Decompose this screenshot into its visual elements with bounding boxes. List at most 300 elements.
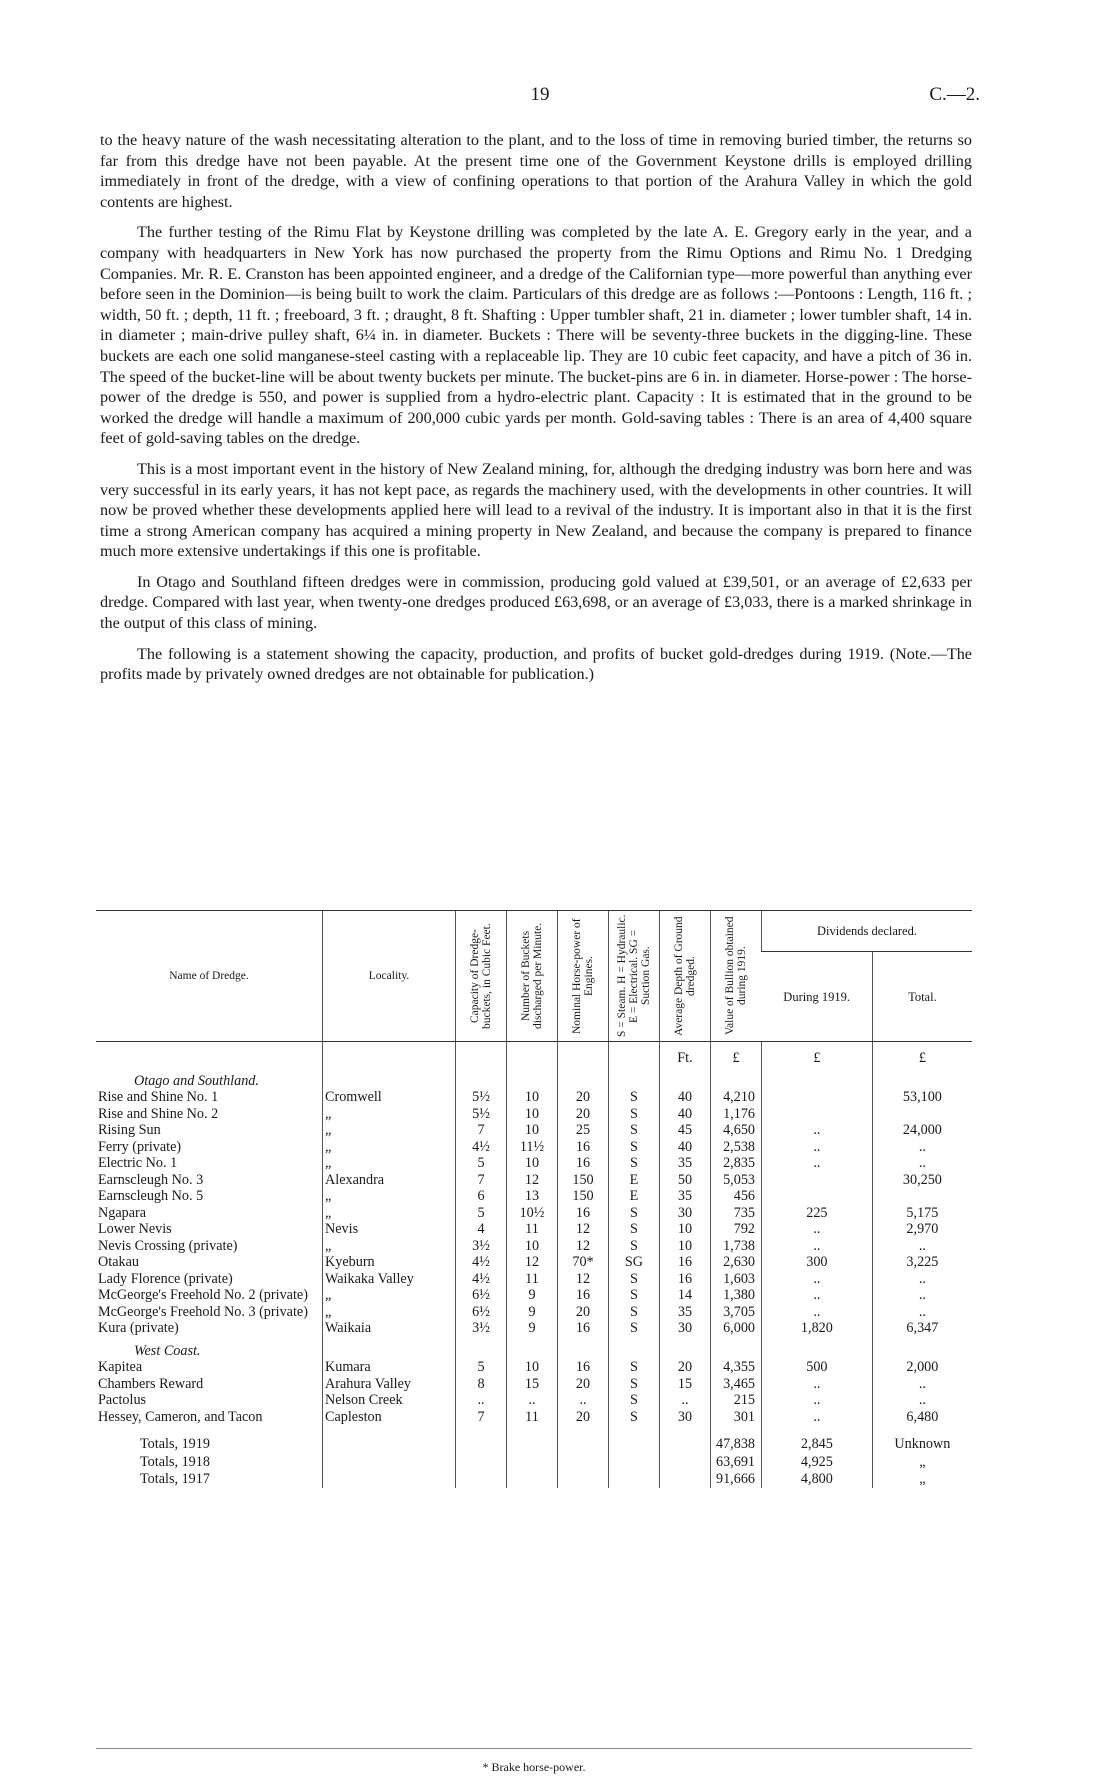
col-header-during: During 1919. [762,952,873,1042]
cell-during: .. [762,1139,873,1156]
empty-cell [762,1337,873,1360]
totals-row [96,1435,972,1453]
cell-capacity: 6½ [456,1287,507,1304]
unit-cell [507,1042,558,1067]
cell-buckets: 10 [507,1122,558,1139]
cell-name: Rise and Shine No. 2 [98,1105,219,1122]
cell-bullion: 301 [711,1409,762,1426]
cell-depth: 50 [660,1172,711,1189]
cell-name: Pactolus [98,1392,147,1408]
cell-buckets: 11 [507,1271,558,1288]
table-footnote: * Brake horse-power. [482,1760,586,1774]
cell-hp [558,1453,609,1471]
cell-locality: „ [323,1155,456,1172]
cell-power: S [609,1122,660,1139]
cell-name: Ferry (private) [98,1138,182,1155]
cell-capacity: 5 [456,1155,507,1172]
cell-during: .. [762,1271,873,1288]
table-row [96,1238,972,1255]
cell-depth: 35 [660,1304,711,1321]
cell-bullion: 5,053 [711,1172,762,1189]
empty-cell [323,1337,456,1360]
cell-power: S [609,1155,660,1172]
empty-cell [711,1425,762,1435]
cell-bullion: 47,838 [711,1435,762,1453]
cell-total: 5,175 [872,1205,972,1222]
paragraph: In Otago and Southland fifteen dredges were in commission, producing gold valued at £39,501, or an average of £2,633 per dredge. Compared with last year, when twenty-one dredges produced £63,698, or an average of £3,033, there is a marked shrinkage in the output of this class of mining. [100,572,972,633]
cell-name: Earnscleugh No. 3 [98,1171,204,1188]
cell-bullion: 2,835 [711,1155,762,1172]
cell-bullion: 4,650 [711,1122,762,1139]
unit-cell [323,1042,456,1067]
cell-buckets: 15 [507,1376,558,1393]
cell-buckets: 12 [507,1172,558,1189]
cell-total: 6,480 [872,1409,972,1426]
cell-during: 225 [762,1205,873,1222]
table-row [96,1106,972,1123]
cell-total: .. [872,1271,972,1288]
cell-power [609,1453,660,1471]
cell-name: Rise and Shine No. 1 [98,1089,219,1105]
cell-name: Hessey, Cameron, and Tacon [98,1408,263,1425]
unit-cell [456,1042,507,1067]
cell-locality [323,1435,456,1453]
cell-buckets [507,1435,558,1453]
cell-depth: 35 [660,1188,711,1205]
unit-cell: £ [762,1042,873,1067]
cell-hp: 16 [558,1359,609,1376]
cell-capacity: 4½ [456,1139,507,1156]
cell-power: S [609,1320,660,1337]
cell-during: .. [762,1392,873,1409]
cell-hp: 150 [558,1172,609,1189]
cell-hp: 150 [558,1188,609,1205]
cell-hp [558,1435,609,1453]
empty-cell [609,1337,660,1360]
cell-during: .. [762,1238,873,1255]
cell-buckets: 11½ [507,1139,558,1156]
cell-buckets: 9 [507,1304,558,1321]
cell-power: S [609,1221,660,1238]
cell-buckets [507,1470,558,1488]
paragraph: The further testing of the Rimu Flat by Keystone drilling was completed by the late A. E. Gregory early in the year, and a company with headquarters in New York has now purchased the property from the Rimu Options and Rimu No. 1 Dredging Companies. Mr. R. E. Cranston has been appointed engineer, and a dredge of the Californian type—more powerful than anything ever before seen in the Dominion—is being built to work the claim. Particulars of this dredge are as follows :—Pontoons : Length, 116 ft. ; width, 50 ft. ; depth, 11 ft. ; freeboard, 3 ft. ; draught, 8 ft. Shafting : Upper tumbler shaft, 21 in. diameter ; lower tumbler shaft, 14 in. in diameter ; main-drive pulley shaft, 6¼ in. in diameter. Buckets : There will be seventy-three buckets in the digging-line. These buckets are each one solid manganese-steel casting with a replaceable lip. They are 10 cubic feet capacity, and have a pitch of 36 in. The speed of the bucket-line will be about twenty buckets per minute. The bucket-pins are 6 in. in diameter. Horse-power : The horse-power of the dredge is 550, and power is supplied from a hydro-electric plant. Capacity : It is estimated that in the ground to be worked the dredge will handle a maximum of 200,000 cubic yards per month. Gold-saving tables : There is an area of 4,400 square feet of gold-saving tables on the dredge. [100,223,972,448]
unit-cell: Ft. [660,1042,711,1067]
cell-name: Kura (private) [98,1320,179,1336]
cell-buckets: 9 [507,1320,558,1337]
cell-capacity: 4½ [456,1254,507,1271]
table-row [96,1304,972,1321]
col-header-buckets: Number of Buckets discharged per Minute. [507,911,558,1042]
cell-depth: 40 [660,1139,711,1156]
cell-power: S [609,1139,660,1156]
document-reference: C.—2. [929,84,980,105]
cell-depth: 45 [660,1122,711,1139]
cell-during [762,1106,873,1123]
cell-capacity: 3½ [456,1320,507,1337]
cell-locality: Waikaia [323,1320,456,1337]
cell-capacity: 5½ [456,1089,507,1106]
table-row [96,1089,972,1106]
cell-depth: 10 [660,1221,711,1238]
cell-bullion: 1,603 [711,1271,762,1288]
empty-cell [507,1337,558,1360]
section-title: Otago and Southland. [134,1072,259,1089]
empty-cell [456,1337,507,1360]
empty-cell [872,1067,972,1090]
cell-locality [323,1453,456,1471]
cell-total: Unknown [872,1435,972,1453]
cell-during: 300 [762,1254,873,1271]
cell-depth: 30 [660,1320,711,1337]
cell-total: .. [872,1376,972,1393]
cell-power [609,1435,660,1453]
unit-cell: £ [872,1042,972,1067]
cell-name: McGeorge's Freehold No. 2 (private) [98,1287,308,1303]
cell-bullion: 4,210 [711,1089,762,1106]
cell-power: E [609,1188,660,1205]
cell-power: S [609,1304,660,1321]
col-header-bullion: Value of Bullion obtained during 1919. [711,911,762,1042]
totals-row [96,1453,972,1471]
unit-cell [96,1042,323,1067]
cell-total: 3,225 [872,1254,972,1271]
cell-bullion: 1,176 [711,1106,762,1123]
cell-power: S [609,1271,660,1288]
cell-depth: 30 [660,1409,711,1426]
cell-hp: 20 [558,1304,609,1321]
cell-capacity: 5½ [456,1106,507,1123]
cell-locality: Kyeburn [323,1254,456,1271]
cell-capacity: 6½ [456,1304,507,1321]
cell-hp: 12 [558,1221,609,1238]
cell-name: Totals, 1918 [140,1453,210,1470]
section-title: West Coast. [134,1342,201,1359]
col-header-name: Name of Dredge. [96,911,323,1042]
cell-name: Earnscleugh No. 5 [98,1188,204,1204]
cell-depth: 14 [660,1287,711,1304]
cell-locality: Nevis [323,1221,456,1238]
empty-cell [609,1067,660,1090]
table-row [96,1254,972,1271]
cell-during [762,1172,873,1189]
empty-cell [660,1067,711,1090]
col-header-locality: Locality. [323,911,456,1042]
cell-locality: „ [323,1188,456,1205]
cell-depth: 30 [660,1205,711,1222]
cell-bullion: 1,738 [711,1238,762,1255]
cell-capacity: 7 [456,1122,507,1139]
cell-bullion: 3,705 [711,1304,762,1321]
cell-buckets: 11 [507,1221,558,1238]
table-row [96,1409,972,1426]
cell-name: Lady Florence (private) [98,1270,233,1287]
cell-hp: 16 [558,1287,609,1304]
cell-hp: 16 [558,1320,609,1337]
cell-buckets [507,1453,558,1471]
cell-name: Totals, 1917 [140,1471,210,1487]
paragraph: The following is a statement showing the capacity, production, and profits of bucket gold-dredges during 1919. (Note.—The profits made by privately owned dredges are not obtainable for publication.) [100,644,972,684]
cell-during [762,1188,873,1205]
table-row [96,1155,972,1172]
cell-during: .. [762,1221,873,1238]
cell-during: .. [762,1304,873,1321]
cell-capacity: 4 [456,1221,507,1238]
empty-cell [558,1067,609,1090]
cell-locality: Nelson Creek [323,1392,456,1409]
cell-total [872,1106,972,1123]
cell-during: .. [762,1287,873,1304]
col-header-total: Total. [872,952,972,1042]
empty-cell [660,1425,711,1435]
cell-buckets: 13 [507,1188,558,1205]
empty-cell [323,1067,456,1090]
col-header-capacity: Capacity of Dredge-buckets, in Cubic Feet. [456,911,507,1042]
table-row [96,1271,972,1288]
cell-total: .. [872,1139,972,1156]
cell-locality: Kumara [323,1359,456,1376]
cell-name: Nevis Crossing (private) [98,1237,238,1254]
table-row [96,1188,972,1205]
cell-depth [660,1470,711,1488]
cell-capacity: 4½ [456,1271,507,1288]
cell-total: 53,100 [872,1089,972,1106]
cell-locality: Alexandra [323,1172,456,1189]
cell-depth: 15 [660,1376,711,1393]
cell-capacity [456,1453,507,1471]
cell-bullion: 215 [711,1392,762,1409]
cell-buckets: 12 [507,1254,558,1271]
cell-name: Ngapara [98,1204,147,1221]
cell-hp: 20 [558,1376,609,1393]
cell-buckets: 10 [507,1155,558,1172]
cell-hp: 70* [558,1254,609,1271]
cell-total: .. [872,1287,972,1304]
cell-locality: „ [323,1139,456,1156]
cell-during: 2,845 [762,1435,873,1453]
cell-hp: 12 [558,1271,609,1288]
cell-name: Chambers Reward [98,1375,204,1392]
empty-cell [660,1337,711,1360]
cell-depth [660,1435,711,1453]
empty-cell [507,1067,558,1090]
cell-bullion: 2,630 [711,1254,762,1271]
cell-hp: 20 [558,1089,609,1106]
cell-depth: .. [660,1392,711,1409]
cell-locality: Waikaka Valley [323,1271,456,1288]
cell-hp: 16 [558,1155,609,1172]
cell-name: McGeorge's Freehold No. 3 (private) [98,1303,308,1320]
empty-cell [872,1425,972,1435]
table-row [96,1122,972,1139]
cell-bullion: 792 [711,1221,762,1238]
cell-power: S [609,1287,660,1304]
totals-row [96,1470,972,1488]
units-row [96,1042,972,1067]
cell-name: Lower Nevis [98,1221,172,1237]
empty-cell [872,1337,972,1360]
cell-depth: 40 [660,1089,711,1106]
cell-depth: 40 [660,1106,711,1123]
cell-buckets: 11 [507,1409,558,1426]
table-row [96,1359,972,1376]
empty-cell [762,1067,873,1090]
col-header-dividends: Dividends declared. [762,911,973,952]
col-header-horse-power: Nominal Horse-power of Engines. [558,911,609,1042]
cell-power: S [609,1205,660,1222]
cell-locality: Arahura Valley [323,1376,456,1393]
cell-hp: 16 [558,1205,609,1222]
cell-total: 24,000 [872,1122,972,1139]
cell-locality: „ [323,1122,456,1139]
paragraph: This is a most important event in the history of New Zealand mining, for, although the dredging industry was born here and was very successful in its early years, it has not kept pace, as regards the machinery used, with the developments in other countries. It will now be proved whether these developments applied here will lead to a revival of the industry. It is important also in that it is the first time a strong American company has acquired a mining property in New Zealand, and because the company is prepared to finance much more extensive undertakings if this one is profitable. [100,459,972,561]
page-header [100,84,980,112]
cell-locality: „ [323,1304,456,1321]
cell-during [762,1089,873,1106]
cell-name: Rising Sun [98,1122,161,1138]
empty-cell [762,1425,873,1435]
cell-capacity [456,1470,507,1488]
empty-cell [711,1067,762,1090]
cell-power: S [609,1376,660,1393]
cell-bullion: 6,000 [711,1320,762,1337]
cell-power: S [609,1238,660,1255]
cell-depth: 16 [660,1271,711,1288]
section-row [96,1067,972,1090]
cell-power: S [609,1106,660,1123]
cell-power [609,1470,660,1488]
cell-total: .. [872,1392,972,1409]
table-bottom-rule [96,1748,972,1749]
col-header-depth: Average Depth of Ground dredged. [660,911,711,1042]
empty-cell [558,1337,609,1360]
cell-during: 4,925 [762,1453,873,1471]
cell-capacity: 7 [456,1172,507,1189]
cell-power: E [609,1172,660,1189]
cell-total: „ [872,1453,972,1471]
cell-buckets: .. [507,1392,558,1409]
cell-total: 2,000 [872,1359,972,1376]
cell-locality: Cromwell [323,1089,456,1106]
unit-cell [558,1042,609,1067]
cell-buckets: 10 [507,1359,558,1376]
empty-cell [96,1425,323,1435]
table-row [96,1139,972,1156]
cell-locality [323,1470,456,1488]
empty-cell [456,1425,507,1435]
empty-cell [323,1425,456,1435]
cell-bullion: 3,465 [711,1376,762,1393]
cell-power: S [609,1409,660,1426]
table-body [96,1042,972,1488]
paragraph: to the heavy nature of the wash necessitating alteration to the plant, and to the loss of time in removing buried timber, the returns so far from this dredge have not been payable. At the present time one of the Government Keystone drills is employed drilling immediately in front of the dredge, with a view of confining operations to that portion of the Arahura Valley in which the gold contents are highest. [100,131,972,211]
cell-hp: 20 [558,1409,609,1426]
cell-depth: 16 [660,1254,711,1271]
cell-capacity: 5 [456,1359,507,1376]
table-row [96,1205,972,1222]
page-number: 19 [530,84,550,105]
cell-depth [660,1453,711,1471]
cell-buckets: 10 [507,1089,558,1106]
cell-locality: Capleston [323,1409,456,1426]
cell-total: 2,970 [872,1221,972,1238]
cell-depth: 20 [660,1359,711,1376]
cell-bullion: 735 [711,1205,762,1222]
cell-during: 1,820 [762,1320,873,1337]
cell-capacity: 6 [456,1188,507,1205]
cell-capacity: 3½ [456,1238,507,1255]
cell-total: .. [872,1304,972,1321]
empty-cell [456,1067,507,1090]
cell-power: S [609,1359,660,1376]
table-row [96,1392,972,1409]
cell-during: 4,800 [762,1470,873,1488]
cell-total: 6,347 [872,1320,972,1337]
cell-power: S [609,1089,660,1106]
cell-buckets: 10 [507,1106,558,1123]
dredge-table [96,910,972,1488]
cell-name: Kapitea [98,1359,143,1375]
table-row [96,1287,972,1304]
cell-name: Otakau [98,1254,139,1270]
cell-capacity: 8 [456,1376,507,1393]
cell-bullion: 4,355 [711,1359,762,1376]
cell-capacity: 5 [456,1205,507,1222]
cell-during: .. [762,1376,873,1393]
cell-during: .. [762,1155,873,1172]
cell-power: SG [609,1254,660,1271]
cell-capacity: .. [456,1392,507,1409]
cell-during: .. [762,1409,873,1426]
cell-locality: „ [323,1106,456,1123]
cell-depth: 10 [660,1238,711,1255]
empty-cell [507,1425,558,1435]
cell-buckets: 10½ [507,1205,558,1222]
cell-bullion: 63,691 [711,1453,762,1471]
cell-total: .. [872,1155,972,1172]
cell-during: .. [762,1122,873,1139]
spacer-row [96,1425,972,1435]
body-text [100,130,972,695]
cell-hp: 12 [558,1238,609,1255]
cell-power: S [609,1392,660,1409]
cell-hp: .. [558,1392,609,1409]
cell-name: Totals, 1919 [140,1436,210,1452]
cell-capacity: 7 [456,1409,507,1426]
cell-total [872,1188,972,1205]
cell-total: .. [872,1238,972,1255]
table-row [96,1172,972,1189]
section-row [96,1337,972,1360]
cell-capacity [456,1435,507,1453]
unit-cell [609,1042,660,1067]
cell-locality: „ [323,1205,456,1222]
dredge-table-wrapper [96,910,972,1774]
cell-depth: 35 [660,1155,711,1172]
cell-bullion: 2,538 [711,1139,762,1156]
unit-cell: £ [711,1042,762,1067]
cell-buckets: 9 [507,1287,558,1304]
cell-total: 30,250 [872,1172,972,1189]
table-row [96,1221,972,1238]
cell-bullion: 1,380 [711,1287,762,1304]
cell-hp: 20 [558,1106,609,1123]
cell-bullion: 456 [711,1188,762,1205]
cell-name: Electric No. 1 [98,1155,178,1171]
col-header-power-type: S = Steam. H = Hydraulic. E = Electrical. SG = Suction Gas. [609,911,660,1042]
cell-hp [558,1470,609,1488]
empty-cell [558,1425,609,1435]
cell-hp: 25 [558,1122,609,1139]
